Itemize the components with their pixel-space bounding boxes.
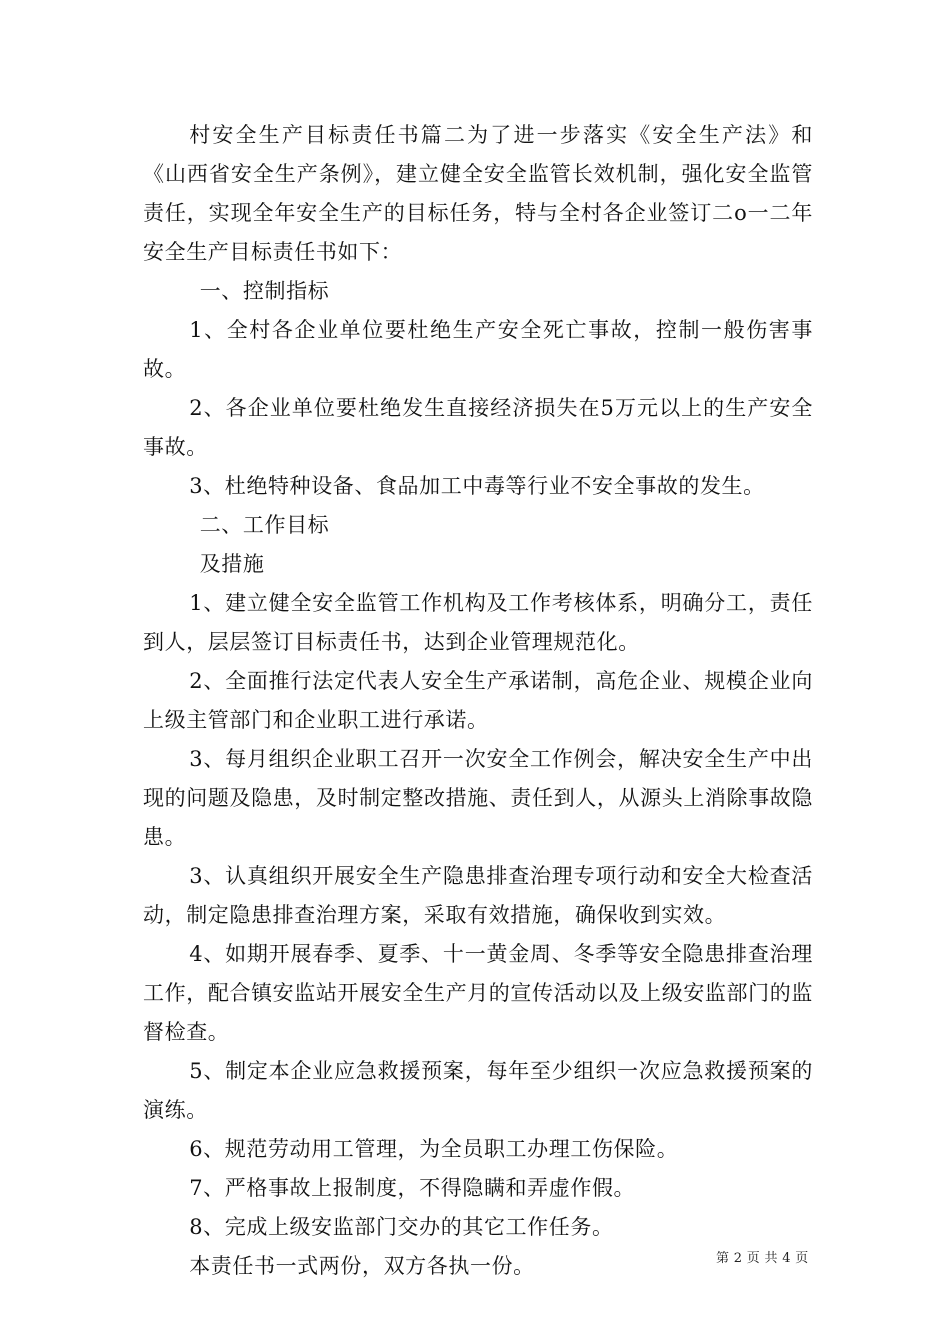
measure-item-3b: 3、认真组织开展安全生产隐患排查治理专项行动和安全大检查活动，制定隐患排查治理方案，采取有效措施，确保收到实效。 bbox=[143, 864, 813, 927]
measure-item-4: 4、如期开展春季、夏季、十一黄金周、冬季等安全隐患排查治理工作，配合镇安监站开展安全生产月的宣传活动以及上级安监部门的监督检查。 bbox=[143, 942, 813, 1044]
measure-item-1: 1、建立健全安全监管工作机构及工作考核体系，明确分工，责任到人，层层签订目标责任书，达到企业管理规范化。 bbox=[143, 591, 813, 654]
control-item-1: 1、全村各企业单位要杜绝生产安全死亡事故，控制一般伤害事故。 bbox=[143, 318, 813, 381]
measure-item-5: 5、制定本企业应急救援预案，每年至少组织一次应急救援预案的演练。 bbox=[143, 1059, 813, 1122]
intro-paragraph: 村安全生产目标责任书篇二为了进一步落实《安全生产法》和《山西省安全生产条例》，建立健全安全监管长效机制，强化安全监管责任，实现全年安全生产的目标任务，特与全村各企业签订二o一二年安全生产目标责任书如下： bbox=[143, 123, 813, 264]
measure-item-6: 6、规范劳动用工管理，为全员职工办理工伤保险。 bbox=[189, 1137, 679, 1161]
section-heading-measures: 及措施 bbox=[199, 552, 265, 576]
measure-item-3a: 3、每月组织企业职工召开一次安全工作例会，解决安全生产中出现的问题及隐患，及时制定整改措施、责任到人，从源头上消除事故隐患。 bbox=[143, 747, 813, 849]
section-heading-control-indicators: 一、控制指标 bbox=[199, 279, 330, 303]
control-item-3: 3、杜绝特种设备、食品加工中毒等行业不安全事故的发生。 bbox=[189, 474, 765, 498]
section-heading-work-goals: 二、工作目标 bbox=[199, 513, 330, 537]
control-item-2: 2、各企业单位要杜绝发生直接经济损失在5万元以上的生产安全事故。 bbox=[143, 396, 813, 459]
document-body bbox=[143, 116, 813, 1286]
measure-item-8: 8、完成上级安监部门交办的其它工作任务。 bbox=[189, 1215, 614, 1239]
page-number-footer: 第 2 页 共 4 页 bbox=[716, 1251, 809, 1266]
closing-statement: 本责任书一式两份，双方各执一份。 bbox=[189, 1254, 535, 1278]
measure-item-2: 2、全面推行法定代表人安全生产承诺制，高危企业、规模企业向上级主管部门和企业职工进行承诺。 bbox=[143, 669, 813, 732]
measure-item-7: 7、严格事故上报制度，不得隐瞒和弄虚作假。 bbox=[189, 1176, 636, 1200]
